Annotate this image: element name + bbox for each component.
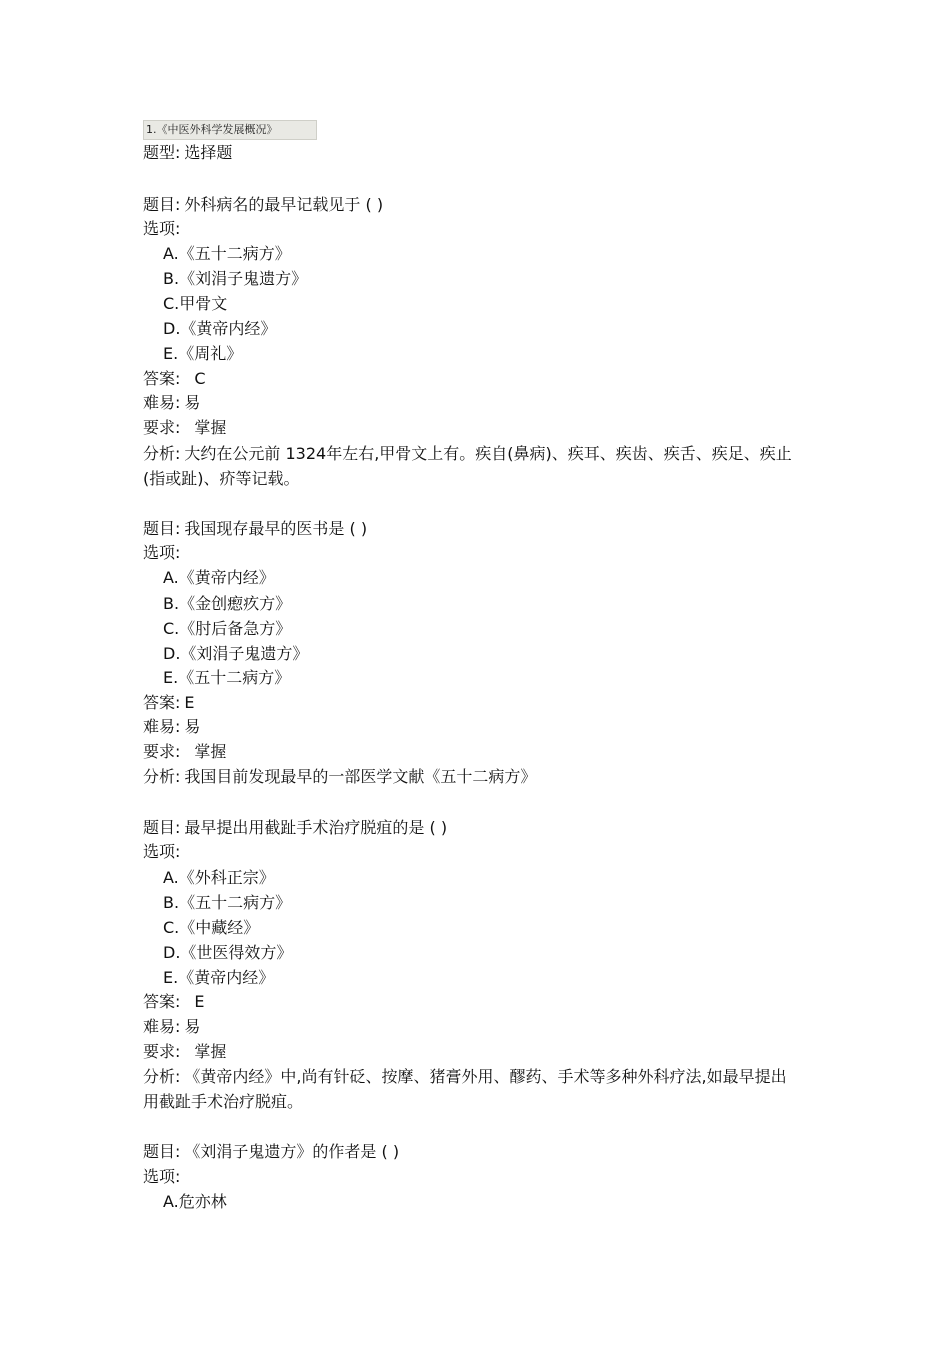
analysis-text: 《黄帝内经》中,尚有针砭、按摩、猪膏外用、醪药、手术等多种外科疗法,如最早提出用截趾手术治疗脱疽。 xyxy=(143,1067,787,1111)
option-item: C.甲骨文 xyxy=(163,294,228,313)
question-text: 我国现存最早的医书是 ( ) xyxy=(184,519,368,538)
difficulty-label: 难易: xyxy=(143,717,181,736)
analysis-label: 分析: xyxy=(143,444,181,463)
question-text: 最早提出用截趾手术治疗脱疽的是 ( ) xyxy=(184,818,448,837)
option-item: C.《中藏经》 xyxy=(163,918,260,937)
requirement-row xyxy=(143,1040,226,1064)
requirement-row xyxy=(143,740,226,764)
option-item: E.《周礼》 xyxy=(163,344,243,363)
option-item: E.《五十二病方》 xyxy=(163,668,291,687)
requirement-label: 要求: xyxy=(143,418,181,437)
analysis-row xyxy=(143,765,536,789)
question-label: 题目: xyxy=(143,519,181,538)
answer-row xyxy=(143,990,205,1014)
question-label: 题目: xyxy=(143,818,181,837)
answer-label: 答案: xyxy=(143,369,181,388)
question-text: 《刘涓子鬼遗方》的作者是 ( ) xyxy=(184,1142,400,1161)
question-label: 题目: xyxy=(143,195,181,214)
question-type-value: 选择题 xyxy=(184,143,233,162)
question-text: 外科病名的最早记载见于 ( ) xyxy=(184,195,384,214)
section-title: 1.《中医外科学发展概况》 xyxy=(143,120,317,140)
difficulty-label: 难易: xyxy=(143,1017,181,1036)
option-item: B.《五十二病方》 xyxy=(163,893,292,912)
answer-label: 答案: xyxy=(143,992,181,1011)
answer-row xyxy=(143,367,206,391)
requirement-value: 掌握 xyxy=(194,1042,227,1061)
option-item: A.《外科正宗》 xyxy=(163,868,275,887)
requirement-label: 要求: xyxy=(143,1042,181,1061)
option-item: A.《黄帝内经》 xyxy=(163,568,275,587)
option-item: B.《金创瘛疚方》 xyxy=(163,594,292,613)
analysis-row xyxy=(143,1064,793,1114)
question-3-text xyxy=(143,816,447,840)
option-item: D.《黄帝内经》 xyxy=(163,319,277,338)
requirement-label: 要求: xyxy=(143,742,181,761)
difficulty-value: 易 xyxy=(184,717,201,736)
options-label: 选项: xyxy=(143,543,181,562)
question-label: 题目: xyxy=(143,1142,181,1161)
option-item: A.危亦林 xyxy=(163,1192,227,1211)
analysis-text: 大约在公元前 1324年左右,甲骨文上有。疾自(鼻病)、疾耳、疾齿、疾舌、疾足、疾止(指或趾)、疥等记载。 xyxy=(143,444,792,488)
option-item: D.《刘涓子鬼遗方》 xyxy=(163,644,309,663)
difficulty-value: 易 xyxy=(184,1017,201,1036)
question-type xyxy=(143,141,232,165)
difficulty-row xyxy=(143,715,200,739)
requirement-row xyxy=(143,416,226,440)
option-item: A.《五十二病方》 xyxy=(163,244,291,263)
analysis-row xyxy=(143,441,793,491)
question-1-text xyxy=(143,193,383,217)
option-item: E.《黄帝内经》 xyxy=(163,968,275,987)
answer-row xyxy=(143,691,195,715)
requirement-value: 掌握 xyxy=(194,742,227,761)
answer-value: E xyxy=(184,693,195,712)
analysis-label: 分析: xyxy=(143,767,181,786)
requirement-value: 掌握 xyxy=(194,418,227,437)
question-4-text xyxy=(143,1140,399,1164)
difficulty-value: 易 xyxy=(184,393,201,412)
analysis-label: 分析: xyxy=(143,1067,181,1086)
analysis-text: 我国目前发现最早的一部医学文献《五十二病方》 xyxy=(184,767,537,786)
options-label: 选项: xyxy=(143,1167,181,1186)
answer-value: C xyxy=(194,369,206,388)
difficulty-row xyxy=(143,391,200,415)
difficulty-label: 难易: xyxy=(143,393,181,412)
answer-label: 答案: xyxy=(143,693,181,712)
option-item: B.《刘涓子鬼遗方》 xyxy=(163,269,308,288)
answer-value: E xyxy=(194,992,205,1011)
question-2-text xyxy=(143,517,367,541)
option-item: C.《肘后备急方》 xyxy=(163,619,292,638)
question-type-label: 题型: xyxy=(143,143,181,162)
options-label: 选项: xyxy=(143,219,181,238)
difficulty-row xyxy=(143,1015,200,1039)
options-label: 选项: xyxy=(143,842,181,861)
option-item: D.《世医得效方》 xyxy=(163,943,293,962)
